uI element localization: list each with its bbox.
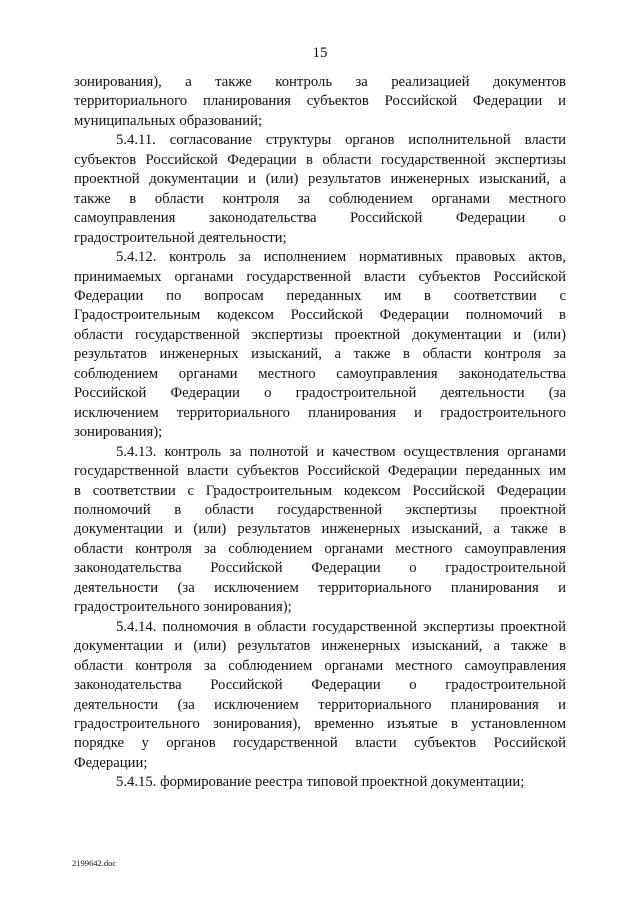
text-line: градостроительного зонирования), временно изъятые в установленном [74,715,566,732]
paragraph [74,131,566,248]
page-number: 15 [312,45,328,61]
paragraph [74,73,566,131]
text-line: исключением территориального планирования и градостроительного [74,404,566,421]
text-line: государственной власти субъектов Российской Федерации переданных им [74,463,566,480]
text-line: области контроля за соблюдением органами местного самоуправления [74,540,566,557]
paragraph [74,248,566,443]
text-line: документации и (или) результатов инженерных изысканий, а также в [74,521,566,538]
text-line: самоуправления законодательства Российской Федерации о [74,210,566,227]
text-line: территориального планирования субъектов Российской Федерации и [74,93,566,110]
text-line: проектной документации и (или) результатов инженерных изысканий, а [74,171,566,188]
text-line: Градостроительным кодексом Российской Федерации полномочий в [74,307,566,324]
text-line: градостроительной деятельности; [74,229,287,246]
text-line: зонирования); [74,424,163,441]
text-line: деятельности (за исключением территориального планирования и [74,579,566,596]
text-line: муниципальных образований; [74,112,263,129]
footer-doc-id: 2199642.doc [72,858,117,868]
text-line: Федерации по вопросам переданных им в соответствии с [74,287,566,304]
text-line: 5.4.14. полномочия в области государственной экспертизы проектной [116,618,566,635]
text-line: 5.4.11. согласование структуры органов исполнительной власти [116,132,566,149]
text-line: 5.4.15. формирование реестра типовой проектной документации; [116,774,525,791]
text-line: 5.4.12. контроль за исполнением нормативных правовых актов, [116,249,566,266]
text-line: принимаемых органами государственной власти субъектов Российской [74,268,566,285]
text-line: области государственной экспертизы проектной документации и (или) [74,326,566,343]
text-line: в соответствии с Градостроительным кодексом Российской Федерации [74,482,566,499]
text-line: 5.4.13. контроль за полнотой и качеством осуществления органами [116,443,566,460]
text-line: соблюдением органами местного самоуправления законодательства [74,365,566,382]
text-line: также в области контроля за соблюдением органами местного [74,190,566,207]
paragraph [74,773,566,792]
text-line: градостроительного зонирования); [74,599,292,616]
text-line: субъектов Российской Федерации в области государственной экспертизы [74,151,566,168]
text-line: порядке у органов государственной власти субъектов Российской [74,735,566,752]
text-line: результатов инженерных изысканий, а также в области контроля за [74,346,566,363]
paragraph [74,443,566,618]
text-line: области контроля за соблюдением органами местного самоуправления [74,657,566,674]
text-line: Федерации; [74,754,148,771]
text-line: деятельности (за исключением территориального планирования и [74,696,566,713]
text-line: зонирования), а также контроль за реализацией документов [74,74,566,90]
text-line: Российской Федерации о градостроительной деятельности (за [74,385,566,402]
text-line: законодательства Российской Федерации о градостроительной [74,560,566,577]
paragraph [74,618,566,774]
text-line: законодательства Российской Федерации о градостроительной [74,677,566,694]
text-line: документации и (или) результатов инженерных изысканий, а также в [74,638,566,655]
text-line: полномочий в области государственной экспертизы проектной [74,501,566,518]
document-body [74,73,566,793]
